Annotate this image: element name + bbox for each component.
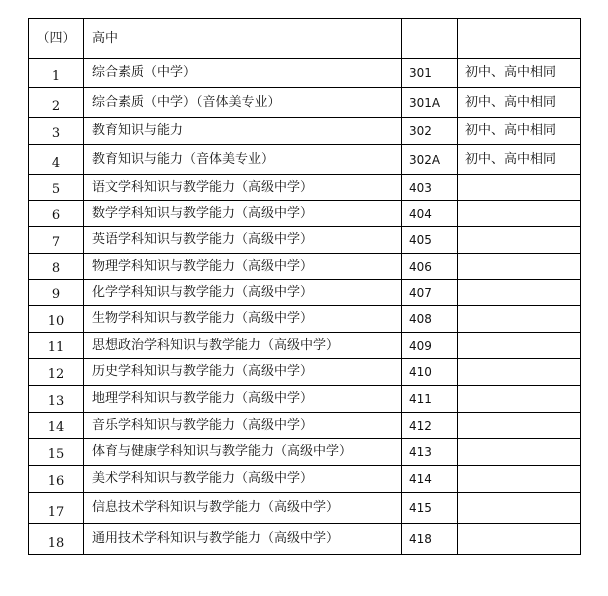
subject-code: 409 bbox=[402, 333, 458, 359]
subject-code: 403 bbox=[402, 175, 458, 201]
table-row bbox=[29, 145, 581, 175]
subject-code: 415 bbox=[402, 493, 458, 524]
subject-note bbox=[458, 524, 581, 555]
table-row bbox=[29, 175, 581, 201]
subject-code: 405 bbox=[402, 227, 458, 254]
subject-code: 301 bbox=[402, 59, 458, 88]
section-code-cell bbox=[402, 19, 458, 59]
row-number: 1 bbox=[29, 59, 84, 88]
table-row bbox=[29, 359, 581, 386]
subject-name: 地理学科知识与教学能力（高级中学） bbox=[84, 386, 402, 413]
subject-note bbox=[458, 386, 581, 413]
subject-name: 美术学科知识与教学能力（高级中学） bbox=[84, 466, 402, 493]
subject-note bbox=[458, 306, 581, 333]
table-row bbox=[29, 306, 581, 333]
subject-code: 413 bbox=[402, 439, 458, 466]
table-row bbox=[29, 386, 581, 413]
subject-note bbox=[458, 413, 581, 439]
table-row bbox=[29, 413, 581, 439]
subject-name: 语文学科知识与教学能力（高级中学） bbox=[84, 175, 402, 201]
subject-code: 406 bbox=[402, 254, 458, 280]
subject-code: 301A bbox=[402, 88, 458, 118]
subject-name: 综合素质（中学） bbox=[84, 59, 402, 88]
subject-name: 数学学科知识与教学能力（高级中学） bbox=[84, 201, 402, 227]
subject-code: 408 bbox=[402, 306, 458, 333]
row-number: 15 bbox=[29, 439, 84, 466]
table-row bbox=[29, 280, 581, 306]
row-number: 4 bbox=[29, 145, 84, 175]
row-number: 13 bbox=[29, 386, 84, 413]
subject-code: 302 bbox=[402, 118, 458, 145]
row-number: 5 bbox=[29, 175, 84, 201]
table-row bbox=[29, 493, 581, 524]
subject-name: 历史学科知识与教学能力（高级中学） bbox=[84, 359, 402, 386]
table-row bbox=[29, 227, 581, 254]
subject-note bbox=[458, 201, 581, 227]
table-body bbox=[29, 19, 581, 555]
subject-name: 体育与健康学科知识与教学能力（高级中学） bbox=[84, 439, 402, 466]
subject-name: 教育知识与能力（音体美专业） bbox=[84, 145, 402, 175]
subject-name: 音乐学科知识与教学能力（高级中学） bbox=[84, 413, 402, 439]
subject-note: 初中、高中相同 bbox=[458, 118, 581, 145]
row-number: 8 bbox=[29, 254, 84, 280]
subject-note bbox=[458, 493, 581, 524]
subject-code: 302A bbox=[402, 145, 458, 175]
subject-note bbox=[458, 175, 581, 201]
subject-note: 初中、高中相同 bbox=[458, 59, 581, 88]
table-row bbox=[29, 439, 581, 466]
subject-name: 英语学科知识与教学能力（高级中学） bbox=[84, 227, 402, 254]
subject-code: 414 bbox=[402, 466, 458, 493]
table-row bbox=[29, 466, 581, 493]
section-note-cell bbox=[458, 19, 581, 59]
row-number: 6 bbox=[29, 201, 84, 227]
subject-note: 初中、高中相同 bbox=[458, 145, 581, 175]
table-row bbox=[29, 88, 581, 118]
table-row bbox=[29, 201, 581, 227]
table-row bbox=[29, 254, 581, 280]
subject-name: 物理学科知识与教学能力（高级中学） bbox=[84, 254, 402, 280]
section-title: 高中 bbox=[84, 19, 402, 59]
row-number: 2 bbox=[29, 88, 84, 118]
table-row bbox=[29, 118, 581, 145]
row-number: 9 bbox=[29, 280, 84, 306]
row-number: 17 bbox=[29, 493, 84, 524]
table-row bbox=[29, 333, 581, 359]
row-number: 18 bbox=[29, 524, 84, 555]
row-number: 3 bbox=[29, 118, 84, 145]
subject-name: 通用技术学科知识与教学能力（高级中学） bbox=[84, 524, 402, 555]
subject-note bbox=[458, 359, 581, 386]
subject-name: 教育知识与能力 bbox=[84, 118, 402, 145]
subject-code: 410 bbox=[402, 359, 458, 386]
row-number: 11 bbox=[29, 333, 84, 359]
subject-code: 412 bbox=[402, 413, 458, 439]
row-number: 10 bbox=[29, 306, 84, 333]
subject-name: 生物学科知识与教学能力（高级中学） bbox=[84, 306, 402, 333]
subject-code: 418 bbox=[402, 524, 458, 555]
table-row bbox=[29, 524, 581, 555]
row-number: 16 bbox=[29, 466, 84, 493]
subject-note bbox=[458, 280, 581, 306]
section-number: （四） bbox=[29, 19, 84, 59]
subject-name: 化学学科知识与教学能力（高级中学） bbox=[84, 280, 402, 306]
subject-code: 404 bbox=[402, 201, 458, 227]
subject-name: 综合素质（中学）（音体美专业） bbox=[84, 88, 402, 118]
subject-note bbox=[458, 439, 581, 466]
subject-note bbox=[458, 254, 581, 280]
subject-note bbox=[458, 466, 581, 493]
subject-name: 信息技术学科知识与教学能力（高级中学） bbox=[84, 493, 402, 524]
subject-code: 407 bbox=[402, 280, 458, 306]
subject-note bbox=[458, 333, 581, 359]
section-header-row bbox=[29, 19, 581, 59]
subject-name: 思想政治学科知识与教学能力（高级中学） bbox=[84, 333, 402, 359]
row-number: 12 bbox=[29, 359, 84, 386]
row-number: 7 bbox=[29, 227, 84, 254]
subject-code: 411 bbox=[402, 386, 458, 413]
exam-subjects-table bbox=[28, 18, 581, 555]
row-number: 14 bbox=[29, 413, 84, 439]
subject-note bbox=[458, 227, 581, 254]
subject-note: 初中、高中相同 bbox=[458, 88, 581, 118]
table-row bbox=[29, 59, 581, 88]
